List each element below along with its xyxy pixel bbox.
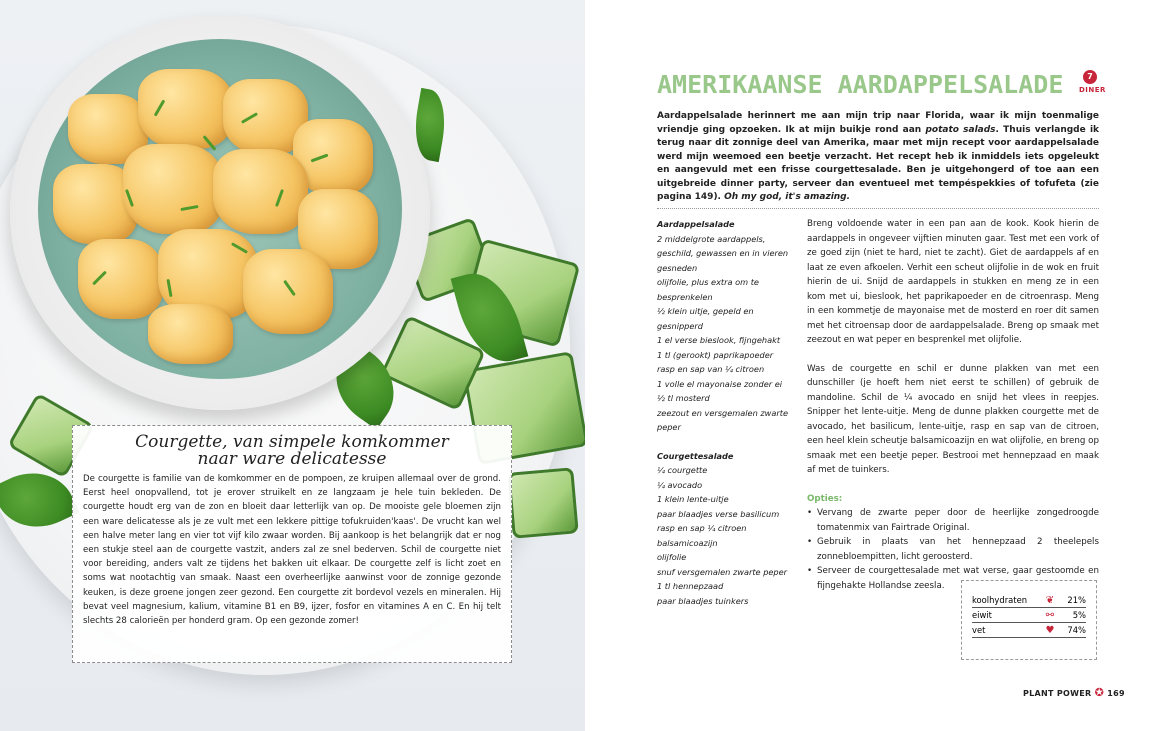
method-paragraph-1: Breng voldoende water in een pan aan de kook. Kook hierin de aardappels in ongeveer vijftien minuten gaar. Test met een vork of ze goed zijn (niet te hard, niet te zacht). Giet de aardappels af en laat ze even afkoelen. Verhit een scheut olijfolie in de wok en fruit hierin de ui. Snijd de aardappels in stukken en meng ze in een kom met ui, bieslook, het paprikapoeder en de citroenrasp. Meng in een kommetje de mayonaise met de mosterd en roer dit samen met het citroensap door de aardappelsalade. Breng op smaak met zeezout en wat peper en besprenkel met olijfolie.: [807, 219, 1099, 345]
category-label: DINER: [1079, 86, 1106, 94]
nutrition-value: 5%: [1072, 609, 1086, 620]
ingredient: rasp en sap ¼ citroen: [657, 523, 747, 533]
potato-chunk: [123, 144, 223, 234]
nutrition-value: 21%: [1067, 594, 1086, 605]
ingredient: rasp en sap van ¼ citroen: [657, 364, 765, 374]
option-item: • Gebruik in plaats van het hennepzaad 2 theelepels zonnebloempitten, licht geroosterd.: [807, 535, 1099, 564]
sidebar-box: [72, 425, 512, 663]
nutrition-label: vet: [972, 624, 986, 635]
recipe-intro: [657, 110, 1099, 205]
ingredient: snuf versgemalen zwarte peper: [657, 566, 788, 577]
heart-icon: ♥: [1045, 624, 1055, 636]
ingredient: ½ tl mosterd: [657, 393, 710, 403]
book-title: PLANT POWER: [1023, 689, 1092, 698]
dumbbell-icon: ⚯: [1045, 609, 1055, 621]
ingredient: 2 middelgrote aardappels,: [657, 233, 766, 244]
nutrition-label: eiwit: [972, 609, 992, 620]
ingredient: 1 tl hennepzaad: [657, 581, 724, 591]
option-item: • Serveer de courgettesalade met wat verse, gaar gestoomde en fijngehakte Hollandse zeesla.: [807, 564, 1099, 593]
potato-chunk: [213, 149, 308, 234]
ingredient: 1 volle el mayonaise zonder ei: [657, 378, 783, 389]
page-number: 169: [1107, 689, 1125, 698]
ingredients-column: [657, 217, 797, 608]
recipe-page: [585, 0, 1170, 731]
intro-end: Oh my god, it's amazing.: [724, 192, 851, 202]
ingredient: 1 klein lente-uitje: [657, 494, 729, 504]
options-heading: Opties:: [807, 493, 843, 504]
category-chip: 7: [1083, 70, 1097, 84]
potato-chunk: [148, 304, 233, 364]
ingredient: besprenkelen: [657, 291, 713, 302]
bowl-image: [10, 15, 430, 410]
recipe-title: AMERIKAANSE AARDAPPELSALADE: [657, 70, 1064, 99]
nutrition-row: [972, 608, 1086, 623]
ingredient: peper: [657, 422, 681, 432]
intro-text-b: . Thuis verlangde ik terug naar dit zonnige deel van Amerika, maar met mijn recept voor aardappelsalade werd mijn weemoed een beetje verzacht. Het recept heb ik inmiddels iets opgeleukt en aangevuld met een frisse courgettesalade. Ben je uitgehongerd of toe aan een uitgebreide dinner party, serveer dan eventueel met tempéspekkies of tofufeta (zie pagina 149).: [657, 124, 1100, 202]
sprout-icon: ❦: [1045, 594, 1055, 606]
ingredient: paar blaadjes tuinkers: [657, 595, 749, 606]
ingredients-heading-2: Courgettesalade: [657, 450, 734, 461]
ingredient: gesneden: [657, 262, 698, 273]
star-icon: ✪: [1094, 686, 1105, 699]
method-paragraph-2: Was de courgette en schil er dunne plakken van met een dunschiller (je hoeft hem niet eerst te schillen) of gebruik de mandoline. Schil de ¼ avocado en snijd het vlees in reepjes. Snipper het lente-uitje. Meng de dunne plakken courgette met de avocado, het basilicum, lente-uitje, rasp en sap van de citroen, een heel klein scheutje balsamicoazijn en wat olijfolie, en breng op smaak met een beetje peper. Bestrooi met hennepzaad en maak af met de tuinkers.: [807, 363, 1099, 475]
ingredient: gesnipperd: [657, 320, 703, 331]
ingredient: balsamicoazijn: [657, 537, 718, 548]
ingredient: paar blaadjes verse basilicum: [657, 508, 780, 519]
ingredient: 1 tl (gerookt) paprikapoeder: [657, 349, 774, 360]
intro-text-a: Aardappelsalade herinnert me aan mijn trip naar Florida, waar ik mijn toenmalige vriendje ging opzoeken. Ik at mijn buikje rond aan: [657, 111, 1099, 135]
ingredient: zeezout en versgemalen zwarte: [657, 407, 788, 418]
ingredient: ¼ avocado: [657, 479, 703, 490]
method-column: [807, 217, 1099, 593]
potato-chunk: [138, 69, 233, 149]
potato-chunk: [78, 239, 163, 319]
divider: [657, 208, 1099, 210]
sidebar-body: De courgette is familie van de komkommer en de pompoen, ze kruipen allemaal over de grond. Eerst heel onopvallend, tot je erover struikelt en ze langzaam je hele tuin bekleden. De courgette houdt erg van de zon en bloeit daar letterlijk van op. De mooiste gele bloemen zijn een ware delicatesse als je ze vult met een lekkere pittige tofukruiden'kaas'. De vrucht kan wel een halve meter lang en vier tot vijf kilo zwaar worden. Bij aankoop is het belangrijk dat er nog een stukje steel aan de courgette vastzit, anders zal ze snel bederven. Schil de courgette niet voor bereiding, anders valt ze tijdens het bakken uit elkaar. De courgette zelf is licht zoet en soms wat nootachtig van smaak. Naast een overheerlijke aanwinst voor de zonnige gezonde keuken, is deze groene jongen zeer gezond. Een courgette zit bordevol vezels en mineralen. Hij bevat veel magnesium, kalium, vitamine B1 en B9, ijzer, fosfor en vitamines A en C. En hij telt slechts 28 calorieën per honderd gram. Op een gezonde zomer!: [83, 474, 501, 627]
cucumber-slice: [507, 467, 579, 539]
sidebar-title-line1: Courgette, van simpele komkommer: [135, 432, 449, 452]
ingredient: olijfolie, plus extra om te: [657, 277, 759, 287]
page-footer: [1023, 686, 1125, 699]
nutrition-row: [972, 623, 1086, 638]
ingredient: ½ klein uitje, gepeld en: [657, 306, 754, 316]
option-item: • Vervang de zwarte peper door de heerlijke zongedroogde tomatenmix van Fairtrade Original.: [807, 506, 1099, 535]
potato-chunk: [243, 249, 333, 334]
bowl-interior: [38, 39, 402, 379]
nutrition-label: koolhydraten: [972, 594, 1028, 605]
ingredients-heading-1: Aardappelsalade: [657, 219, 735, 229]
ingredient: olijfolie: [657, 552, 687, 562]
nutrition-row: [972, 593, 1086, 608]
ingredient: 1 el verse bieslook, fijngehakt: [657, 335, 781, 345]
nutrition-box: [961, 580, 1097, 660]
nutrition-value: 74%: [1067, 624, 1086, 635]
sidebar-title: [83, 434, 501, 468]
sidebar-title-line2: naar ware delicatesse: [197, 449, 387, 469]
spacer: [657, 435, 797, 449]
intro-italic: potato salads: [925, 124, 996, 135]
ingredient: geschild, gewassen en in vieren: [657, 248, 789, 258]
ingredient: ¼ courgette: [657, 465, 708, 475]
